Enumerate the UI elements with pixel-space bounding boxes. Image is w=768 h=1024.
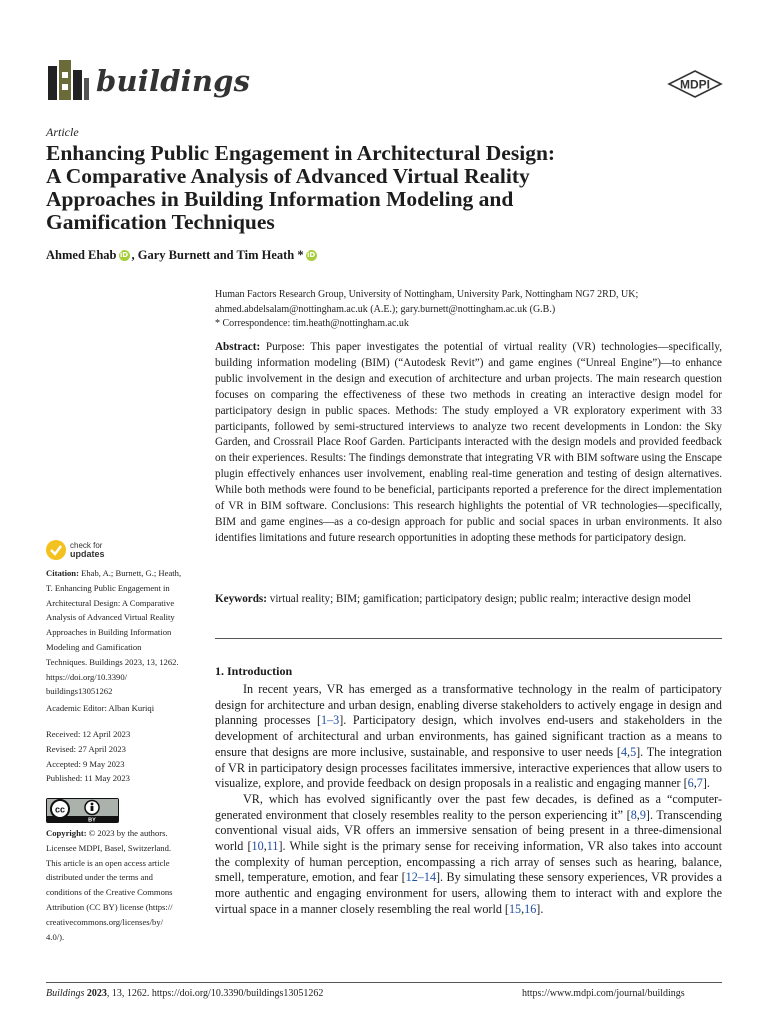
title-line: Enhancing Public Engagement in Architectural Design: (46, 141, 556, 165)
body-text-run: ]. (702, 776, 710, 791)
date-revised: Revised: 27 April 2023 (46, 743, 126, 754)
divider (215, 638, 722, 639)
body-text-run: ]. (536, 901, 544, 916)
body-text-run: VR, which has evolved significantly over the past few decades, is defined as a “computer-generated environment that closely resembles reality to the person experiencing it” [ (215, 791, 722, 822)
citation-ref-link[interactable]: 1–3 (321, 713, 340, 728)
copyright-block (46, 826, 202, 944)
citation-ref-link[interactable]: 10 (251, 839, 264, 854)
mdpi-logo-text: MDPI (680, 77, 710, 92)
keywords (215, 592, 722, 608)
orcid-icon[interactable]: iD (119, 251, 129, 259)
abstract (215, 340, 722, 547)
article-dates (46, 727, 202, 786)
title-line: A Comparative Analysis of Advanced Virtual Reality (46, 164, 530, 188)
affiliation-emails[interactable]: ahmed.abdelsalam@nottingham.ac.uk (A.E.); gary.burnett@nottingham.ac.uk (G.B.) (215, 303, 556, 315)
citation-doi[interactable]: https://doi.org/10.3390/ (46, 671, 128, 682)
copyright-line: Licensee MDPI, Basel, Switzerland. (46, 842, 172, 853)
body-text-run: In recent years, VR has emerged as a transformative technology in the realm of participatory design for architecture and urban design, enabling diverse stakeholders to actively engage in design and planning processes [ (215, 682, 722, 728)
article-type: Article (46, 125, 79, 139)
citation-ref-link[interactable]: 9 (639, 807, 646, 822)
citation-ref-link[interactable]: 5 (630, 744, 637, 759)
copyright-link[interactable]: creativecommons.org/licenses/by/ (46, 916, 164, 927)
abstract-label: Abstract: (215, 341, 261, 353)
article-title (46, 142, 686, 234)
body-paragraph (215, 792, 722, 918)
citation-ref-link[interactable]: 6 (687, 776, 694, 791)
citation-ref-link[interactable]: 4 (620, 744, 628, 759)
copyright-line: © 2023 by the authors. (86, 828, 168, 838)
introduction-body (215, 682, 722, 918)
citation-ref-link[interactable]: 8 (630, 807, 637, 822)
keywords-text: virtual reality; BIM; gamification; participatory design; public realm; interactive design model (266, 593, 692, 605)
check-updates-line2: updates (70, 549, 105, 559)
copyright-line: 4.0/). (46, 931, 65, 942)
abstract-text: Purpose: This paper investigates the potential of virtual reality (VR) technologies—specifically, building information modeling (BIM) (“Autodesk Revit”) and game engines (“Unreal Engine”)—to enhance public involvement in the design and execution of architecture and urban projects. The main research question focuses on comparing the effectiveness of these two methods in creating an interactive design model for participatory design in public spaces. Methods: The study employed a VR exploratory experiment with 33 participants, followed by semi-structured interviews to analyze two recent developments in London: the Sky Garden, and Crossrail Place Roof Garden. Participants interacted with the design models and provided feedback on their experiences. Results: The findings demonstrate that integrating VR with BIM software using the Enscape plugin effectively enhances user involvement, enabling real-time generation and testing of design alternatives. While both methods were found to be beneficial, participants reported a preference for the direct implementation of VR in BIM software. Conclusions: This research highlights the potential of VR technologies—specifically, BIM and game engines—as a co-design approach for public and social spaces in urban environments. It also identifies limitations and future research opportunities in adopting these methods for participatory design. (215, 341, 722, 544)
citation-line: T. Enhancing Public Engagement in (46, 582, 170, 593)
citation-line: Analysis of Advanced Virtual Reality (46, 612, 175, 623)
copyright-line: distributed under the terms and (46, 872, 153, 883)
body-text-run: , (263, 839, 267, 854)
citation-ref-link[interactable]: 12–14 (405, 870, 437, 885)
check-updates-line1: check for (70, 541, 103, 550)
mdpi-logo-icon (667, 70, 723, 98)
journal-name: buildings (96, 64, 251, 98)
check-updates-icon (46, 540, 66, 560)
footer-year: 2023 (84, 988, 107, 999)
body-text-run: ]. The integration of VR in participatory design processes facilitates immersive, interactive experiences that allow users to visualize, explore, and provide feedback on design proposals in a realistic and engaging manner [ (215, 744, 723, 791)
body-text-run: , (693, 776, 697, 791)
citation-line: Modeling and Gamification (46, 641, 142, 652)
body-text-run: ]. While sight is the primary sense for receiving information, VR also takes into account the complexity of human perception, encompassing a rich array of senses such as hearing, balance, smell, temperature, emotion, and fear [ (215, 839, 723, 885)
title-line: Gamification Techniques (46, 210, 275, 234)
author-name[interactable]: Ahmed Ehab (46, 248, 117, 262)
citation-line: Approaches in Building Information (46, 627, 172, 638)
footer-doi[interactable]: , 13, 1262. https://doi.org/10.3390/buildings13051262 (106, 988, 324, 999)
correspondence[interactable]: * Correspondence: tim.heath@nottingham.ac.uk (215, 318, 409, 329)
body-text-run: , (521, 901, 525, 916)
footer-journal: Buildings (46, 988, 85, 999)
citation-block (46, 566, 202, 699)
orcid-icon[interactable]: iD (307, 251, 316, 259)
copyright-line: This article is an open access article (46, 857, 170, 868)
citation-ref-link[interactable]: 7 (696, 776, 703, 791)
citation-label: Citation: (46, 568, 79, 578)
date-published: Published: 11 May 2023 (46, 773, 130, 784)
cc-by-license-icon[interactable] (46, 798, 119, 823)
check-updates-text (70, 541, 105, 559)
license-badge-label: BY (88, 817, 96, 823)
citation-ref-link[interactable]: 15 (508, 901, 522, 916)
affiliation-block (215, 288, 725, 332)
footer-journal-url[interactable]: https://www.mdpi.com/journal/buildings (522, 988, 685, 999)
check-for-updates-badge[interactable] (46, 540, 105, 560)
journal-header (46, 60, 250, 102)
section-heading: 1. Introduction (215, 664, 293, 678)
footer-citation (46, 988, 323, 999)
citation-ref-link[interactable]: 11 (266, 839, 279, 854)
body-text-run: ]. Participatory design, which involves end-users and stakeholders in the development of architectural and urban environments, has gained significant traction as a means to ensure that designs are more inclusive, sustainable, and responsive to user needs [ (215, 713, 722, 759)
footer-divider (46, 982, 722, 983)
author-names[interactable]: , Gary Burnett and Tim Heath * (131, 248, 304, 262)
title-line: Approaches in Building Information Modeling and (46, 187, 514, 211)
date-received: Received: 12 April 2023 (46, 729, 131, 739)
author-list (46, 248, 319, 263)
journal-logo-icon (46, 60, 90, 102)
body-text-run: , (636, 807, 640, 822)
citation-ref-link[interactable]: 16 (524, 901, 537, 916)
citation-line: Ehab, A.; Burnett, G.; Heath, (78, 568, 182, 578)
citation-line: Architectural Design: A Comparative (46, 597, 175, 608)
body-text-run: ]. By simulating these sensory experiences, VR provides a more authentic and engaging environment for users, allowing them to interact with and explore the virtual space in a manner closely resembling the real world [ (215, 870, 723, 916)
copyright-line: conditions of the Creative Commons (46, 887, 173, 898)
body-text-run: , (627, 744, 631, 759)
academic-editor: Academic Editor: Alban Kuriqi (46, 703, 155, 713)
body-text-run: ]. Transcending conventional visual aids, VR offers an immersive sensation of being present in a three-dimensional world [ (215, 807, 723, 854)
citation-doi[interactable]: buildings13051262 (46, 686, 113, 697)
svg-text:cc: cc (54, 804, 66, 815)
copyright-label: Copyright: (46, 828, 87, 838)
body-paragraph (215, 682, 722, 792)
citation-line: Techniques. Buildings 2023, 13, 1262. (46, 656, 179, 667)
copyright-line: Attribution (CC BY) license (https:// (46, 901, 173, 912)
date-accepted: Accepted: 9 May 2023 (46, 758, 125, 769)
affiliation-line: Human Factors Research Group, University of Nottingham, University Park, Nottingham NG7 2RD, UK; (215, 289, 639, 300)
keywords-label: Keywords: (215, 593, 267, 605)
